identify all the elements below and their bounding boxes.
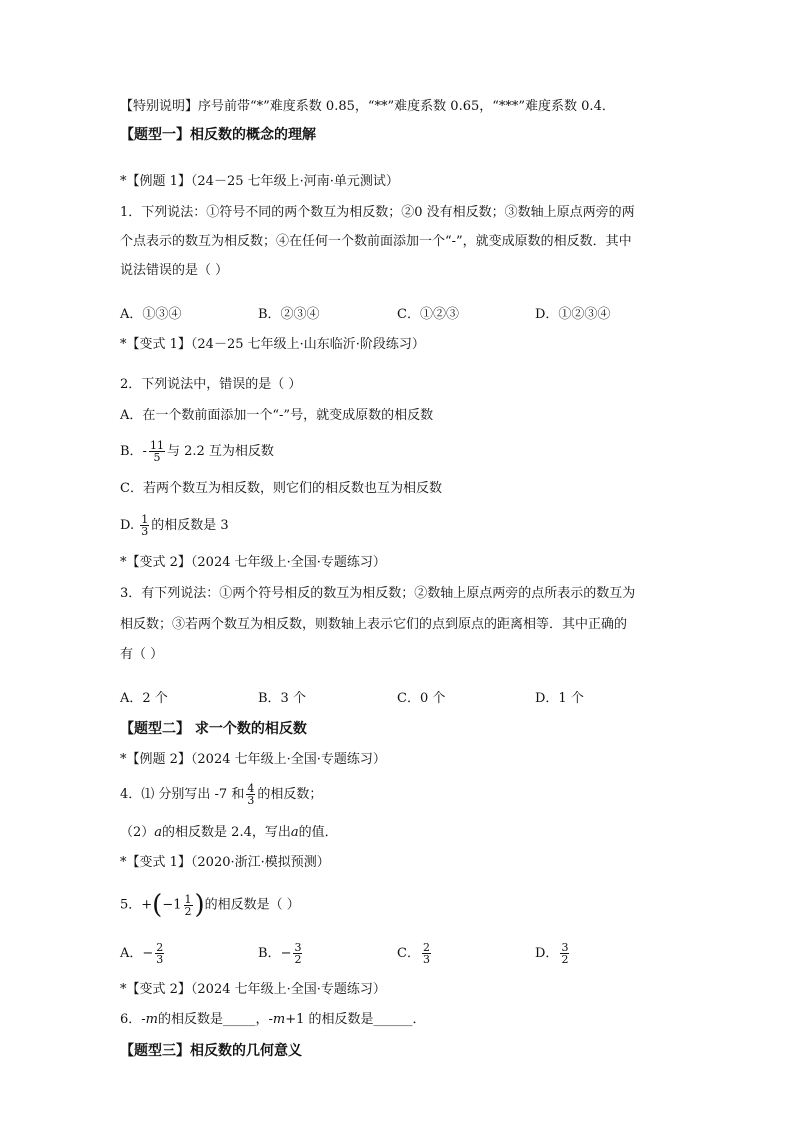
option-sign: − [142, 946, 154, 961]
right-paren: ) [194, 890, 205, 920]
q5-option-c [397, 938, 433, 970]
q2-option-d [120, 510, 229, 542]
q5-option-d [535, 938, 571, 970]
q6-var-m: m [145, 1012, 158, 1027]
option-fraction [155, 942, 164, 965]
q5-option-b [258, 938, 304, 970]
section-3-title: 【题型三】相反数的几何意义 [120, 1043, 302, 1059]
option-fraction [560, 942, 569, 965]
q6-prefix: 6．- [120, 1012, 146, 1027]
section-1-title: 【题型一】相反数的概念的理解 [120, 127, 316, 143]
q1-line-1: 1．下列说法：①符号不同的两个数互为相反数；②0 没有相反数；③数轴上原点两旁的两 [120, 205, 635, 220]
q2-option-d-prefix: D. [120, 518, 139, 533]
fraction-denominator: 2 [184, 904, 192, 918]
q5-suffix: 的相反数是（ ） [204, 897, 300, 913]
q3-line-2: 相反数；③若两个数互为相反数，则数轴上表示它们的点到原点的距离相等．其中正确的 [120, 617, 628, 632]
fraction-numerator: 2 [422, 941, 430, 954]
option-label: D． [535, 946, 559, 961]
fraction-denominator: 3 [156, 953, 164, 966]
option-label: A． [120, 946, 143, 961]
q4-part-2-mid: 的相反数是 2.4，写出 [162, 825, 291, 840]
fraction-denominator: 3 [247, 794, 255, 807]
fraction-numerator: 11 [149, 439, 164, 452]
q4-var-a-2: a [290, 825, 299, 840]
fraction-denominator: 2 [561, 953, 569, 966]
q4-part-1-suffix: 的相反数； [257, 787, 323, 802]
q1-option-a: A．①③④ [120, 307, 182, 322]
fraction-denominator: 3 [141, 525, 149, 538]
fraction-numerator: 1 [141, 513, 149, 526]
q1-option-c: C．①②③ [397, 307, 459, 322]
q4-part-2-suffix: 的值． [298, 825, 338, 840]
q4-part-1 [120, 779, 322, 811]
option-label: B． [258, 946, 281, 961]
fraction-denominator: 3 [422, 953, 430, 966]
q1-option-d: D．①②③④ [535, 307, 611, 322]
q4-var-a: a [154, 825, 163, 840]
fraction-denominator: 5 [153, 451, 161, 464]
q3-options [0, 689, 794, 709]
q3-option-d: D．1 个 [535, 691, 584, 706]
option-fraction [293, 942, 302, 965]
q6-stem [120, 1010, 426, 1030]
q2-option-d-fraction [140, 514, 149, 537]
q1-line-3: 说法错误的是（ ） [120, 263, 229, 278]
q4-fraction [246, 783, 255, 806]
q3-line-1: 3．有下列说法：①两个符号相反的数互为相反数；②数轴上原点两旁的点所表示的数互为 [120, 586, 636, 601]
q5-inner: −1 [162, 897, 182, 913]
option-fraction [422, 942, 431, 965]
fraction-numerator: 3 [294, 941, 302, 954]
fraction-numerator: 1 [184, 892, 192, 906]
q3-option-b: B．3 个 [258, 691, 306, 706]
q6-mid: 的相反数是_____，- [158, 1012, 273, 1027]
option-sign: − [280, 946, 292, 961]
q2-option-c: C．若两个数互为相反数，则它们的相反数也互为相反数 [120, 481, 442, 496]
q3-option-a: A．2 个 [120, 691, 168, 706]
q2-option-b-prefix: B．- [120, 444, 147, 459]
example-1-tag: *【例题 1】（24－25 七年级上·河南·单元测试） [120, 174, 399, 189]
fraction-numerator: 4 [247, 782, 255, 795]
example-2-tag: *【例题 2】（2024 七年级上·全国·专题练习） [120, 752, 386, 767]
q5-options [0, 938, 794, 970]
q4-part-2 [120, 823, 338, 843]
left-paren: ( [152, 890, 163, 920]
fraction-numerator: 2 [156, 941, 164, 954]
fraction-numerator: 3 [561, 941, 569, 954]
q4-part-1-prefix: 4．⑴ 分别写出 -7 和 [120, 787, 245, 802]
q5-option-a [120, 938, 166, 970]
q1-option-b: B．②③④ [258, 307, 320, 322]
q3-option-c: C．0 个 [397, 691, 446, 706]
q4-part-2-prefix: （2） [120, 825, 155, 840]
q5-prefix: 5．+ [120, 897, 153, 913]
q2-option-d-suffix: 的相反数是 3 [151, 518, 229, 533]
q2-stem: 2．下列说法中，错误的是（ ） [120, 377, 302, 392]
q1-line-2: 个点表示的数互为相反数；④在任何一个数前面添加一个“-”，就变成原数的相反数．其中 [120, 234, 632, 249]
variant-3-tag: *【变式 1】（2020·浙江·模拟预测） [120, 855, 330, 870]
variant-4-tag: *【变式 2】（2024 七年级上·全国·专题练习） [120, 982, 386, 997]
q1-options [0, 305, 794, 325]
variant-2-tag: *【变式 2】（2024 七年级上·全国·专题练习） [120, 555, 386, 570]
fraction-denominator: 2 [294, 953, 302, 966]
q5-fraction [184, 894, 193, 917]
variant-1-tag: *【变式 1】（24－25 七年级上·山东临沂·阶段练习） [120, 337, 425, 352]
q2-option-b-fraction [149, 440, 165, 463]
q2-option-b-suffix: 与 2.2 互为相反数 [166, 444, 274, 459]
q3-line-3: 有（ ） [120, 647, 164, 662]
option-label: C． [397, 946, 420, 961]
q2-option-b [120, 436, 274, 468]
special-note: 【特别说明】序号前带“*”难度系数 0.85，“**”难度系数 0.65，“***”难度系数 0.4． [120, 99, 615, 114]
section-2-title: 【题型二】 求一个数的相反数 [120, 721, 307, 737]
q5-stem [120, 888, 300, 922]
q6-var-m-2: m [272, 1012, 286, 1027]
q6-suffix: +1 的相反数是______． [285, 1012, 426, 1027]
q2-option-a: A．在一个数前面添加一个“-”号，就变成原数的相反数 [120, 408, 434, 423]
